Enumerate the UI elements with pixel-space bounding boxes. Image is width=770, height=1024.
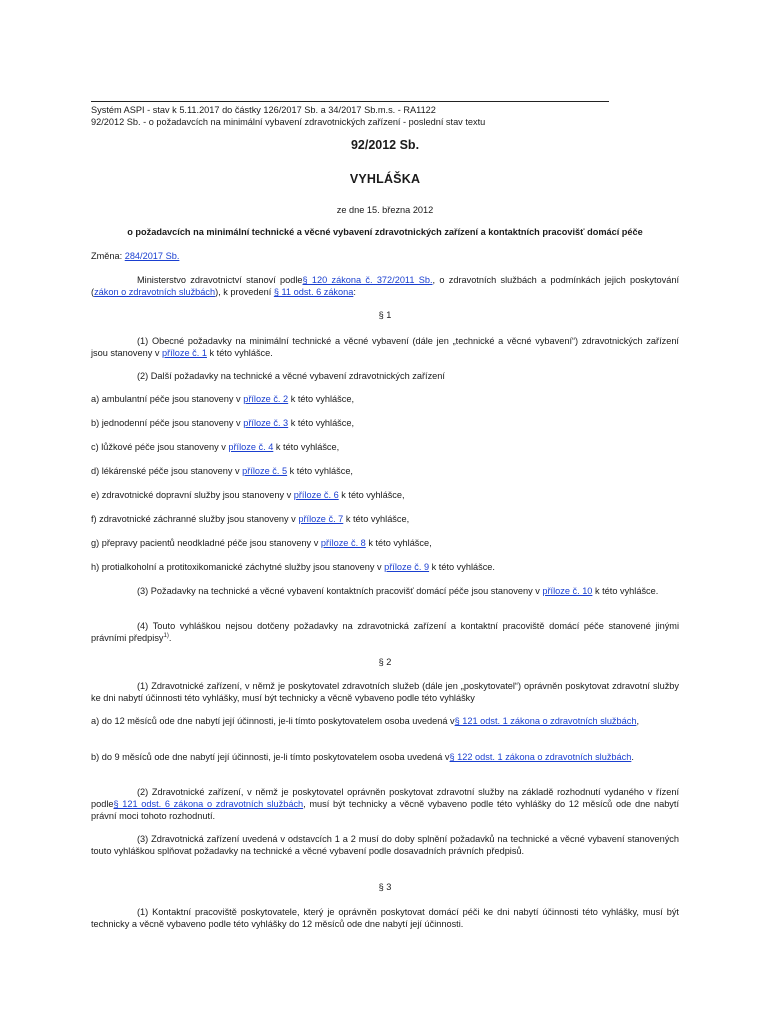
- list-item-text: k této vyhlášce,: [365, 538, 432, 548]
- list-item: [91, 537, 432, 549]
- link-s120[interactable]: § 120 zákona č. 372/2011 Sb.: [302, 275, 433, 285]
- s2-paragraph-2: [91, 786, 679, 822]
- section-2-heading: § 2: [378, 657, 392, 667]
- link-priloha-4[interactable]: příloze č. 4: [228, 442, 274, 452]
- s2-paragraph-1: (1) Zdravotnické zařízení, v němž je poskytovatel zdravotních služeb (dále jen „poskytovatel“) oprávněn poskytovat zdravotní služby ke dni nabytí účinnosti této vyhlášky, musí být technicky a věcně vybaveno podle této vyhlášky: [91, 681, 679, 703]
- s1-p3-text: k této vyhlášce.: [592, 586, 659, 596]
- s1-paragraph-2: (2) Další požadavky na technické a věcné vybavení zdravotnických zařízení: [137, 371, 445, 381]
- s2-item-b-text: .: [631, 752, 634, 762]
- s1-p1-text: (1) Obecné požadavky na minimální technické a věcné vybavení (dále jen „technické a věcné vybavení“) zdravotnických zařízení jsou stanoveny v: [91, 336, 679, 358]
- s2-item-a-text: ,: [636, 716, 640, 726]
- list-item: [91, 417, 354, 429]
- link-s121-odst6[interactable]: § 121 odst. 6 zákona o zdravotních službách: [113, 799, 304, 809]
- s1-paragraph-1: [91, 335, 679, 359]
- s2-p2-text: , musí být technicky a věcně vybaveno podle této vyhlášky do 12 měsíců ode dne nabytí právní moci tohoto rozhodnutí.: [91, 799, 679, 821]
- document-number: 92/2012 Sb.: [350, 138, 420, 152]
- link-priloha-2[interactable]: příloze č. 2: [243, 394, 289, 404]
- list-item-text: k této vyhlášce,: [273, 442, 340, 452]
- section-1-heading: § 1: [378, 310, 392, 320]
- list-item: [91, 513, 409, 525]
- link-priloha-1[interactable]: příloze č. 1: [162, 348, 207, 358]
- s2-item-a: [91, 715, 679, 727]
- list-item-text: k této vyhlášce,: [343, 514, 410, 524]
- change-link[interactable]: 284/2017 Sb.: [124, 251, 180, 261]
- s2-paragraph-3: (3) Zdravotnická zařízení uvedená v odstavcích 1 a 2 musí do doby splnění požadavků na technické a věcné vybavení stanovených touto vyhláškou splňovat požadavky na technické a věcné vybavení podle dosavadních právních předpisů.: [91, 834, 679, 856]
- s1-paragraph-4: [91, 620, 679, 644]
- list-item-text: k této vyhlášce,: [288, 394, 355, 404]
- list-item-text: k této vyhlášce,: [287, 466, 353, 476]
- link-s11[interactable]: § 11 odst. 6 zákona: [273, 287, 354, 297]
- link-zakon[interactable]: zákon o zdravotních službách: [94, 287, 216, 297]
- list-item: [91, 489, 405, 501]
- intro-text: :: [353, 287, 356, 297]
- list-item: [91, 465, 353, 477]
- list-item: [91, 561, 495, 573]
- link-priloha-3[interactable]: příloze č. 3: [243, 418, 289, 428]
- list-item-text: k této vyhlášce,: [338, 490, 405, 500]
- link-priloha-5[interactable]: příloze č. 5: [242, 466, 288, 476]
- list-item-text: g) přepravy pacientů neodkladné péče jsou stanoveny v: [91, 538, 321, 548]
- intro-paragraph: [91, 274, 679, 298]
- s2-item-b-text: b) do 9 měsíců ode dne nabytí její účinnosti, je-li tímto poskytovatelem osoba uvedená v: [91, 752, 450, 762]
- link-s121-odst1[interactable]: § 121 odst. 1 zákona o zdravotních službách: [454, 716, 637, 726]
- list-item: [91, 393, 354, 405]
- list-item-text: h) protialkoholní a protitoxikomanické záchytné služby jsou stanoveny v: [91, 562, 385, 572]
- change-label: Změna:: [91, 251, 125, 261]
- list-item-text: k této vyhlášce,: [288, 418, 355, 428]
- document-type: VYHLÁŠKA: [349, 172, 421, 186]
- document-title: o požadavcích na minimální technické a věcné vybavení zdravotnických zařízení a kontaktních pracovišť domácí péče: [127, 227, 643, 237]
- s2-item-a-text: a) do 12 měsíců ode dne nabytí její účinnosti, je-li tímto poskytovatelem osoba uvedená v: [91, 716, 455, 726]
- intro-text: Ministerstvo zdravotnictví stanoví podle: [137, 275, 303, 285]
- list-item-text: e) zdravotnické dopravní služby jsou stanoveny v: [91, 490, 294, 500]
- link-priloha-10[interactable]: příloze č. 10: [542, 586, 593, 596]
- header-line-1: Systém ASPI - stav k 5.11.2017 do částky 126/2017 Sb. a 34/2017 Sb.m.s. - RA1122: [91, 105, 436, 115]
- footnote-ref[interactable]: 1): [163, 632, 169, 639]
- link-s122-odst1[interactable]: § 122 odst. 1 zákona o zdravotních službách: [449, 752, 632, 762]
- s2-item-b: [91, 751, 679, 763]
- section-3-heading: § 3: [378, 882, 392, 892]
- s1-p4-text: (4) Touto vyhláškou nejsou dotčeny požadavky na zdravotnická zařízení a kontaktní pracoviště domácí péče stanovené jinými právními předpisy: [91, 621, 679, 643]
- list-item-text: a) ambulantní péče jsou stanoveny v: [91, 394, 244, 404]
- document-date: ze dne 15. března 2012: [336, 205, 434, 215]
- link-priloha-6[interactable]: příloze č. 6: [293, 490, 339, 500]
- list-item-text: c) lůžkové péče jsou stanoveny v: [91, 442, 229, 452]
- s2-p2-text: (2) Zdravotnické zařízení, v němž je poskytovatel oprávněn poskytovat zdravotní služby na základě rozhodnutí vydaného v řízení podle: [91, 787, 679, 809]
- s1-paragraph-3: [91, 585, 679, 597]
- header-rule: [91, 101, 609, 102]
- link-priloha-8[interactable]: příloze č. 8: [320, 538, 366, 548]
- s1-p4-text: .: [168, 633, 172, 643]
- link-priloha-7[interactable]: příloze č. 7: [298, 514, 344, 524]
- list-item-text: b) jednodenní péče jsou stanoveny v: [91, 418, 244, 428]
- list-item-text: k této vyhlášce.: [429, 562, 495, 572]
- s3-paragraph-1: (1) Kontaktní pracoviště poskytovatele, který je oprávněn poskytovat domácí péči ke dni nabytí účinnosti této vyhlášky, musí být technicky a věcně vybaveno podle této vyhlášky do 12 měsíců ode dne nabytí její účinnosti.: [91, 907, 679, 929]
- intro-text: , o zdravotních službách a podmínkách jejich poskytování (: [91, 275, 679, 297]
- list-item: [91, 441, 339, 453]
- change-line: [91, 250, 179, 262]
- intro-text: ), k provedení: [215, 287, 274, 297]
- list-item-text: f) zdravotnické záchranné služby jsou stanoveny v: [91, 514, 299, 524]
- list-item-text: d) lékárenské péče jsou stanoveny v: [91, 466, 243, 476]
- s1-p1-text: k této vyhlášce.: [206, 348, 273, 358]
- s1-p3-text: (3) Požadavky na technické a věcné vybavení kontaktních pracovišť domácí péče jsou stanoveny v: [137, 586, 543, 596]
- link-priloha-9[interactable]: příloze č. 9: [384, 562, 430, 572]
- header-line-2: 92/2012 Sb. - o požadavcích na minimální vybavení zdravotnických zařízení - poslední stav textu: [91, 117, 486, 127]
